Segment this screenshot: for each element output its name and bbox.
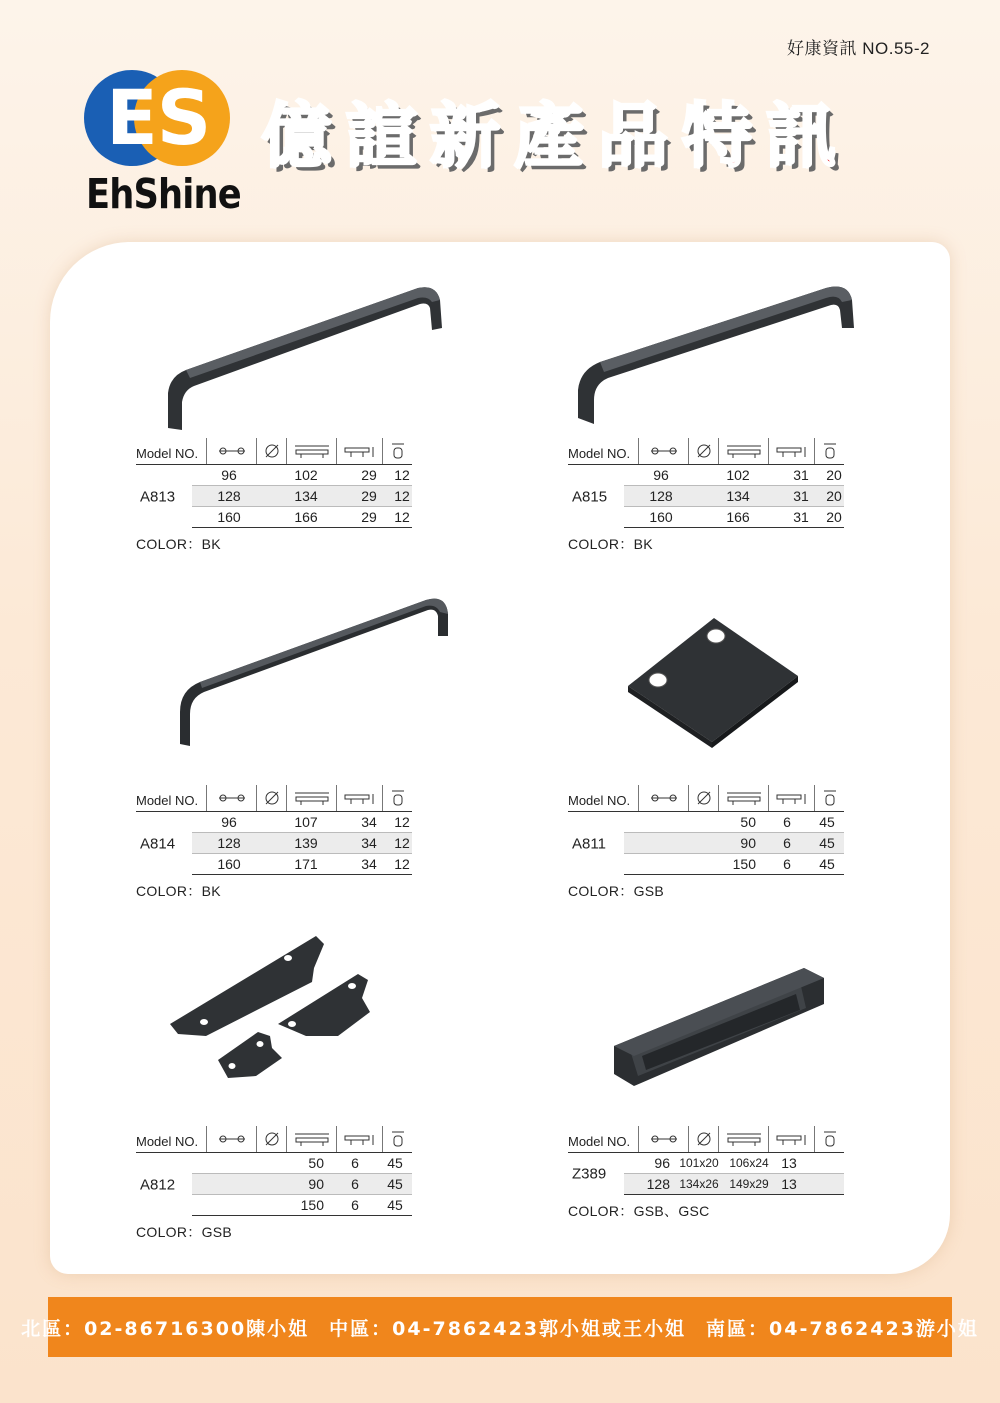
color-value: BK	[201, 536, 221, 552]
spec-header	[136, 784, 412, 812]
model-number: Z389	[572, 1165, 607, 1183]
table-row: 128 139 34 12	[192, 833, 412, 854]
spec-body	[568, 812, 844, 875]
spec-header	[136, 437, 412, 465]
svg-text:E: E	[106, 73, 158, 162]
a813-handle-image	[160, 278, 450, 438]
total-length-icon	[718, 438, 768, 464]
model-no-label: Model NO.	[136, 793, 199, 808]
table-row: 128 134 31 20	[624, 486, 844, 507]
height-icon	[768, 438, 814, 464]
spec-body	[136, 1153, 412, 1216]
table-row: 96 102 29 12	[192, 465, 412, 486]
color-value: BK	[201, 883, 221, 899]
table-row: 128 134 29 12	[192, 486, 412, 507]
a814-handle-image	[172, 594, 462, 754]
table-row: 96 102 31 20	[624, 465, 844, 486]
hole-spacing-icon	[206, 1126, 256, 1152]
height-icon	[336, 438, 382, 464]
diameter-icon	[688, 438, 718, 464]
table-row: 160 166 31 20	[624, 507, 844, 528]
model-no-label: Model NO.	[136, 446, 199, 461]
z389-recessed-handle-image	[610, 964, 830, 1094]
model-no-label: Model NO.	[568, 446, 631, 461]
model-number: A811	[572, 835, 606, 852]
hole-spacing-icon	[206, 438, 256, 464]
color-line: COLOR：GSB、GSC	[568, 1203, 710, 1219]
color-value: BK	[633, 536, 653, 552]
contact-central: 中區：04-7862423郭小姐或王小姐	[329, 1317, 687, 1340]
color-line: COLOR：BK	[568, 536, 653, 552]
width-icon	[814, 785, 844, 811]
total-length-icon	[286, 438, 336, 464]
spec-body	[136, 812, 412, 875]
brand-name: EhShine	[86, 170, 241, 218]
spec-header	[568, 1125, 844, 1153]
a813-spec-table	[136, 437, 412, 554]
color-value: GSB	[201, 1224, 233, 1240]
total-length-icon	[718, 1126, 768, 1152]
table-row: 160 171 34 12	[192, 854, 412, 875]
width-icon	[382, 785, 412, 811]
model-number: A812	[140, 1176, 176, 1193]
diameter-icon	[688, 785, 718, 811]
a811-spec-table	[568, 784, 844, 901]
table-row: 150 6 45	[624, 854, 844, 875]
table-row: 160 166 29 12	[192, 507, 412, 528]
table-row: 90 6 45	[192, 1174, 412, 1195]
table-row: 128 134x26 149x29 13	[624, 1174, 844, 1195]
model-number: A814	[140, 835, 176, 852]
page-headline: 億諠新產品特訊	[262, 95, 850, 177]
color-line: COLOR：GSB	[136, 1224, 233, 1240]
width-icon	[814, 438, 844, 464]
hole-spacing-icon	[638, 1126, 688, 1152]
total-length-icon	[286, 785, 336, 811]
svg-text:S: S	[156, 73, 212, 162]
model-number: A815	[572, 488, 608, 505]
total-length-icon	[718, 785, 768, 811]
table-row: 50 6 45	[624, 812, 844, 833]
diameter-icon	[688, 1126, 718, 1152]
a812-plates-image	[166, 932, 386, 1092]
spec-body	[568, 465, 844, 528]
color-value: GSB、GSC	[633, 1203, 710, 1219]
a812-spec-table	[136, 1125, 412, 1242]
diameter-icon	[256, 1126, 286, 1152]
hole-spacing-icon	[206, 785, 256, 811]
spec-header	[568, 437, 844, 465]
diameter-icon	[256, 438, 286, 464]
hole-spacing-icon	[638, 438, 688, 464]
height-icon	[768, 785, 814, 811]
contact-south: 南區：04-7862423游小姐	[706, 1317, 979, 1340]
height-icon	[336, 785, 382, 811]
height-icon	[336, 1126, 382, 1152]
model-no-label: Model NO.	[136, 1134, 199, 1149]
model-no-label: Model NO.	[568, 1134, 631, 1149]
contact-footer	[21, 1297, 979, 1357]
spec-body	[568, 1153, 844, 1195]
color-line: COLOR：BK	[136, 536, 221, 552]
height-icon	[768, 1126, 814, 1152]
product-card	[50, 242, 950, 1274]
table-row: 90 6 45	[624, 833, 844, 854]
total-length-icon	[286, 1126, 336, 1152]
color-line: COLOR：BK	[136, 883, 221, 899]
table-row: 96 107 34 12	[192, 812, 412, 833]
z389-spec-table	[568, 1125, 844, 1221]
issue-label: 好康資訊 NO.55-2	[787, 39, 930, 58]
color-line: COLOR：GSB	[568, 883, 665, 899]
a814-spec-table	[136, 784, 412, 901]
diameter-icon	[256, 785, 286, 811]
width-icon	[382, 1126, 412, 1152]
table-row: 150 6 45	[192, 1195, 412, 1216]
table-row: 50 6 45	[192, 1153, 412, 1174]
spec-header	[136, 1125, 412, 1153]
color-value: GSB	[633, 883, 665, 899]
spec-body	[136, 465, 412, 528]
a815-spec-table	[568, 437, 844, 554]
a815-handle-image	[572, 278, 862, 438]
a811-plate-image	[624, 614, 804, 748]
model-number: A813	[140, 488, 176, 505]
contact-north: 北區：02-86716300陳小姐	[21, 1317, 310, 1340]
table-row: 96 101x20 106x24 13	[624, 1153, 844, 1174]
es-logo-icon	[82, 66, 232, 176]
width-icon	[814, 1126, 844, 1152]
hole-spacing-icon	[638, 785, 688, 811]
model-no-label: Model NO.	[568, 793, 631, 808]
spec-header	[568, 784, 844, 812]
width-icon	[382, 438, 412, 464]
